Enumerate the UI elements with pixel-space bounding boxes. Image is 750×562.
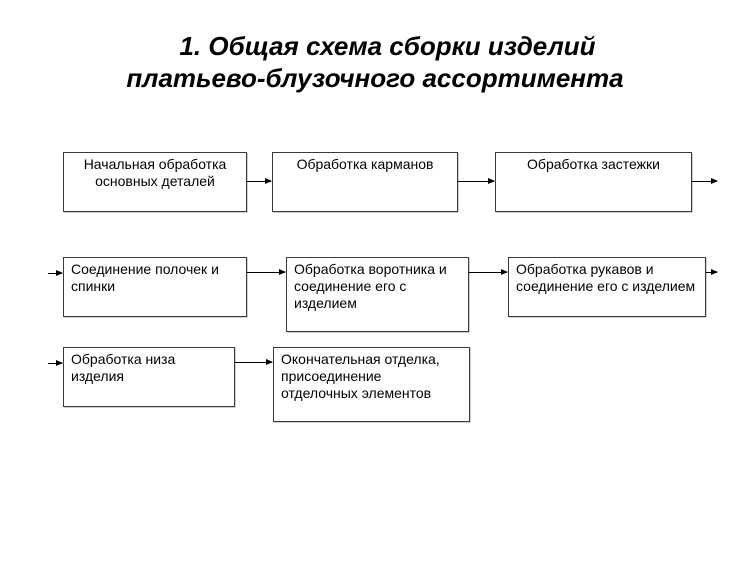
step-final-finishing xyxy=(273,347,470,422)
step-label: Обработка воротника и соединение его с изделием xyxy=(294,261,447,311)
step-label: Окончательная отделка, присоединение отделочных элементов xyxy=(281,351,440,401)
arrow-connector xyxy=(247,272,285,273)
step-label: Обработка рукавов и соединение его с изделием xyxy=(516,261,696,294)
step-pockets xyxy=(272,152,458,212)
step-fastener xyxy=(495,152,692,212)
step-hem xyxy=(63,347,235,407)
arrow-connector xyxy=(235,362,272,363)
arrow-connector xyxy=(469,272,507,273)
step-sleeves xyxy=(508,257,706,317)
step-initial-processing xyxy=(63,152,247,212)
title-line-2: платьево-блузочного ассортимента xyxy=(126,63,624,93)
arrow-connector-in xyxy=(48,273,62,274)
arrow-connector-out xyxy=(692,181,717,182)
step-label: Обработка низа изделия xyxy=(71,351,176,384)
step-label: Обработка карманов xyxy=(296,156,434,172)
diagram-title xyxy=(0,30,750,94)
arrow-connector-in xyxy=(48,363,62,364)
step-join-fronts-back xyxy=(63,257,247,317)
arrow-connector xyxy=(247,181,271,182)
step-label: Начальная обработка основных деталей xyxy=(83,156,227,189)
arrow-connector-out xyxy=(706,272,717,273)
step-label: Обработка застежки xyxy=(527,156,660,172)
step-label: Соединение полочек и спинки xyxy=(71,261,219,294)
step-collar xyxy=(286,257,469,332)
arrow-connector xyxy=(458,181,494,182)
title-line-1: 1. Общая схема сборки изделий xyxy=(179,31,596,61)
